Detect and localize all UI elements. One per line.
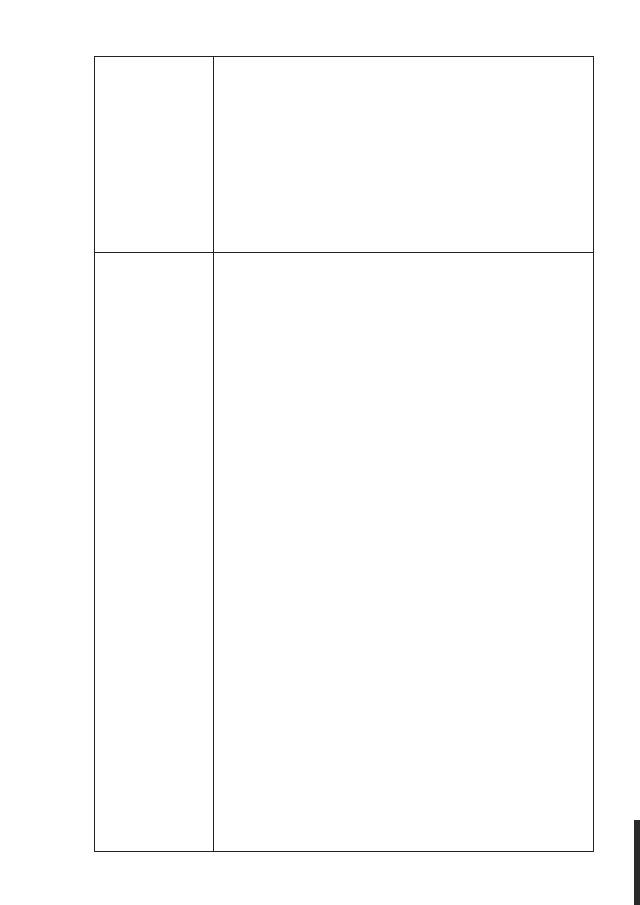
scan-edge-mark xyxy=(634,820,640,905)
total-volume-line-3 xyxy=(215,286,593,302)
total-volume-line-2 xyxy=(215,269,593,285)
federal-budget-line-1 xyxy=(215,335,593,351)
regional-budget-header xyxy=(215,318,593,334)
column-divider xyxy=(213,57,214,851)
federal-budget-line-2 xyxy=(215,351,593,367)
local-budget-line-1 xyxy=(215,367,593,383)
including-label xyxy=(215,302,593,318)
total-volume-line-1 xyxy=(215,253,593,269)
local-budget-line-2 xyxy=(215,384,593,400)
bottom-content-cell xyxy=(215,253,593,400)
financing-table xyxy=(94,56,594,852)
